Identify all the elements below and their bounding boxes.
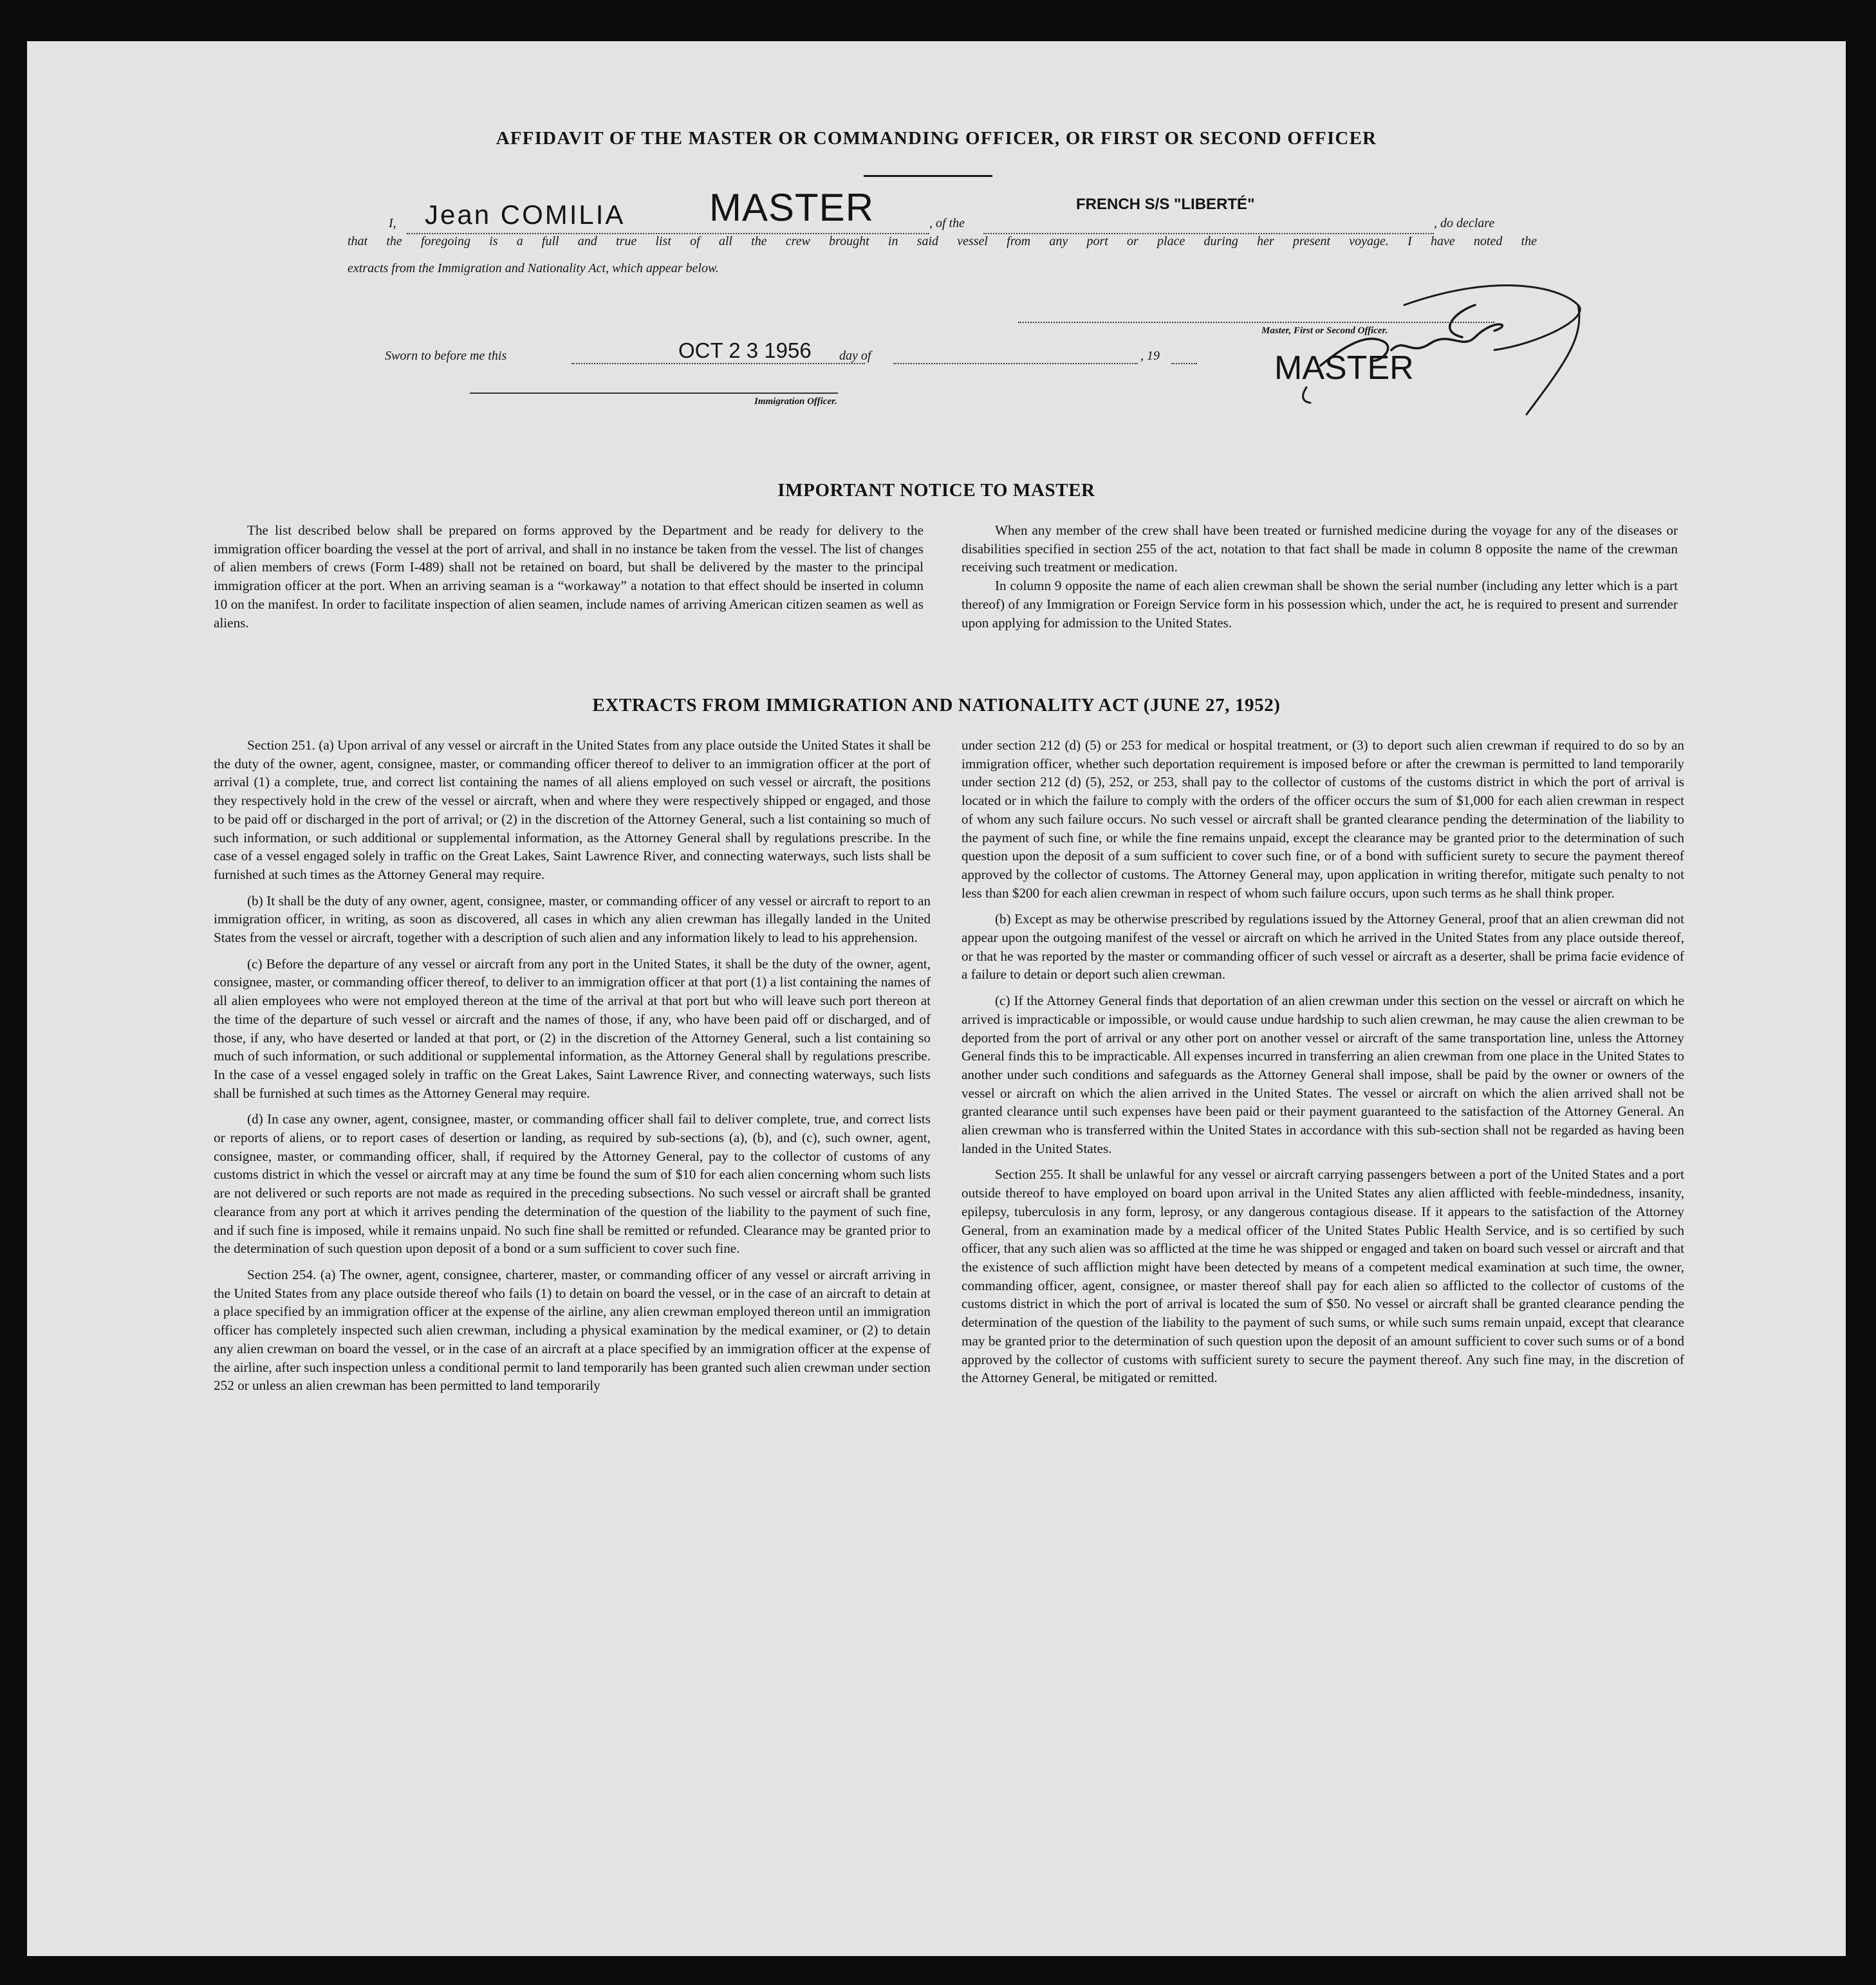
- master-rank-typed: MASTER: [709, 186, 875, 229]
- sworn-date: OCT 2 3 1956: [678, 338, 812, 362]
- signer-label: Master, First or Second Officer.: [1261, 326, 1388, 336]
- signature-mark: [1282, 234, 1617, 414]
- extract-paragraph: under section 212 (d) (5) or 253 for medical or hospital treatment, or (3) to deport such alien crewman if required to do so by an immigration officer, whether such deportation requirement is imposed before or after the crewman is permitted to land temporarily under section 212 (d) (5), 252, or 253, shall pay to the collector of customs of the customs district in which the port of arrival is located or in which the failure to comply with the orders of the officer occurs the sum of $1,000 for each alien crewman in respect of whom any such failure occurs. No such vessel or aircraft shall be granted clearance pending the determination of the liability to the payment of such fine, or while the fine remains unpaid, except the clearance may be granted prior to the determination of such question upon the deposit of a sum sufficient to cover such fine, or of a bond with sufficient surety to secure the payment thereof approved by the collector of customs. The Attorney General may, upon application in writing therefor, mitigate such penalty to not less than $200 for each alien crewman in respect of whom such failure occurs, upon such terms as he shall think proper.: [961, 737, 1684, 901]
- extracts-heading: EXTRACTS FROM IMMIGRATION AND NATIONALITY ACT (JUNE 27, 1952): [592, 695, 1281, 716]
- signer-title-typed: MASTER: [1274, 349, 1414, 387]
- title-divider: [864, 175, 992, 177]
- day-of-label: day of: [839, 349, 871, 363]
- month-line: [893, 363, 1138, 364]
- sworn-date-line: [571, 363, 865, 364]
- do-declare-label: , do declare: [1434, 216, 1495, 230]
- of-the-label: , of the: [929, 216, 965, 230]
- statement-line-1: that the foregoing is a full and true list of all the crew brought in said vessel from any port or place during her present voyage. I have noted the: [348, 234, 1537, 248]
- extract-paragraph: (c) Before the departure of any vessel or aircraft from any port in the United States, it shall be the duty of the owner, agent, consignee, master, or commanding officer thereof, to deliver to an immigration officer at that port (1) a list containing the names of all alien employees who were not employed thereon at the time of the arrival at that port but who will leave such port thereon at the time of the departure of such vessel or aircraft and the names of those, if any, who have been paid off or discharged, and of those, if any, who have deserted or landed at that port, or (2) in the discretion of the Attorney General, such a list containing so much of such information, or such additional or supplemental information, as the Attorney General shall by regulations prescribe. In the case of a vessel engaged solely in traffic on the Great Lakes, Saint Lawrence River, and connecting waterways, such lists shall be furnished at such times as the Attorney General may require.: [214, 956, 931, 1101]
- vessel-name: FRENCH S/S "LIBERTÉ": [1076, 196, 1255, 213]
- sworn-label: Sworn to before me this: [385, 349, 507, 363]
- extract-paragraph: (c) If the Attorney General finds that deportation of an alien crewman under this section on the vessel or aircraft on which he arrived is impracticable or impossible, or would cause undue hardship to such alien crewman, he may cause the alien crewman to be deported from the port of arrival or any other port on another vessel or aircraft of the same transportation line, unless the Attorney General finds this to be impracticable. All expenses incurred in transferring an alien crewman from one place in the United States to another under such conditions and safeguards as the Attorney General shall impose, shall be paid by the owner or owners of the vessel or aircraft on which the alien arrived in the United States. The vessel or aircraft on which the alien arrived shall not be granted clearance until such expenses have been paid or their payment guaranteed to the satisfaction of the Attorney General. An alien crewman who is transferred within the United States in accordance with this sub-section shall not be regarded as having been landed in the United States.: [961, 993, 1684, 1156]
- extract-paragraph: (d) In case any owner, agent, consignee, master, or commanding officer shall fail to deliver complete, true, and correct lists or reports of aliens, or to report cases of desertion or landing, as required by sub-sections (a), (b), and (c), such owner, agent, consignee, master, or commanding officer, shall, if required by the Attorney General, pay to the collector of customs of any customs district in which the vessel or aircraft may at any time be found the sum of $10 for each alien concerning whom such lists are not delivered or such reports are not made as required in the preceding subsections. No such vessel or aircraft shall be granted clearance from any port at which it arrives pending the determination of the question of the liability to the payment of such fine, and if such fine is imposed, while it remains unpaid. No such fine shall be remitted or refunded. Clearance may be granted prior to the determination of such question upon deposit of a bond or a sum sufficient to cover such fine.: [214, 1111, 931, 1257]
- extract-paragraph: Section 254. (a) The owner, agent, consignee, charterer, master, or commanding officer of any vessel or aircraft arriving in the United States from any place outside thereof who fails (1) to detain on board the vessel, or in the case of an aircraft to detain at a place specified by an immigration officer at the expense of the airline, any alien crewman employed thereon until an immigration officer has completely inspected such alien crewman, including a physical examination by the medical examiner, or (2) to detain any alien crewman on board the vessel, or in the case of an aircraft at a place specified by an immigration officer at the expense of the airline, after such inspection unless a conditional permit to land temporarily has been granted such alien crewman under section 252 or unless an alien crewman has been permitted to land temporarily: [214, 1266, 931, 1394]
- statement-line-2: extracts from the Immigration and Nationality Act, which appear below.: [348, 261, 719, 275]
- immigration-officer-label: Immigration Officer.: [754, 396, 837, 407]
- affidavit-title: AFFIDAVIT OF THE MASTER OR COMMANDING OFFICER, OR FIRST OR SECOND OFFICER: [496, 128, 1377, 149]
- immigration-officer-line: [470, 392, 838, 394]
- notice-left-paragraph: The list described below shall be prepared on forms approved by the Department and be ready for delivery to the immigration officer boarding the vessel at the port of arrival, and shall in no instance be taken from the vessel. The list of changes of alien members of crews (Form I-489) shall not be retained on board, but shall be delivered by the master to the principal immigration officer at the port. When an arriving seaman is a “workaway” a notation to that effect should be inserted in column 10 on the manifest. In order to facilitate inspection of alien seamen, include names of arriving American citizen seamen as well as aliens.: [214, 522, 924, 631]
- notice-heading: IMPORTANT NOTICE TO MASTER: [777, 480, 1095, 501]
- master-name: Jean COMILIA: [425, 199, 626, 230]
- extract-paragraph: (b) It shall be the duty of any owner, agent, consignee, master, or commanding officer of any vessel or aircraft to report to an immigration officer, in writing, as soon as discovered, all cases in which any alien crewman has illegally landed in the United States from the vessel or aircraft, together with a description of such alien and any information likely to lead to his apprehension.: [214, 892, 931, 946]
- i-label: I,: [389, 216, 396, 230]
- notice-left-column: [214, 521, 924, 632]
- extracts-left-column: [214, 736, 931, 1395]
- year-prefix: , 19: [1140, 349, 1160, 363]
- extract-paragraph: (b) Except as may be otherwise prescribed by regulations issued by the Attorney General, proof that an alien crewman did not appear upon the outgoing manifest of the vessel or aircraft on which he arrived in the United States from any place outside thereof, or that he was reported by the master or commanding officer of such vessel or aircraft as a deserter, shall be prima facie evidence of a failure to detain or deport such alien crewman.: [961, 911, 1684, 983]
- signature-line: [1018, 322, 1494, 323]
- extract-paragraph: Section 255. It shall be unlawful for any vessel or aircraft carrying passengers between a port of the United States and a port outside thereof to have employed on board upon arrival in the United States any alien afflicted with feeble-mindedness, insanity, epilepsy, tuberculosis in any form, leprosy, or any dangerous contagious disease. If it appears to the satisfaction of the Attorney General, from an examination made by a medical officer of the United States Public Health Service, and is so certified by such officer, that any such alien was so afflicted at the time he was shipped or engaged and taken on board such vessel or aircraft and that the existence of such affliction might have been detected by means of a competent medical examination at such time, the owner, commanding officer, agent, consignee, or master thereof shall pay for each alien so afflicted to the collector of customs of the customs district in which the port of arrival is located the sum of $50. No vessel or aircraft shall be granted clearance pending the determination of the question of the liability to the payment of such sums, or while such sums remain unpaid, except that clearance may be granted prior to the determination of such question upon the deposit of an amount sufficient to cover such sums or of a bond approved by the collector of customs with sufficient surety to secure the payment thereof. Any such fine may, in the discretion of the Attorney General, be mitigated or remitted.: [961, 1167, 1684, 1386]
- notice-right-paragraph-1: When any member of the crew shall have been treated or furnished medicine during the voyage for any of the diseases or disabilities specified in section 255 of the act, notation to that fact shall be made in column 8 opposite the name of the crewman receiving such treatment or medication.: [961, 522, 1678, 575]
- extract-paragraph: Section 251. (a) Upon arrival of any vessel or aircraft in the United States from any place outside the United States it shall be the duty of the owner, agent, consignee, master, or commanding officer thereof to deliver to an immigration officer at the port of arrival (1) a complete, true, and correct list containing the names of all aliens employed on such vessel or aircraft, the positions they respectively hold in the crew of the vessel or aircraft, when and where they were respectively shipped or engaged, and those to be paid off or discharged in the port of arrival; or (2) in the discretion of the Attorney General, such a list containing so much of such information, or such additional or supplemental information, as the Attorney General shall by regulations prescribe. In the case of a vessel engaged solely in traffic on the Great Lakes, Saint Lawrence River, and connecting waterways, such lists shall be furnished at such times as the Attorney General may require.: [214, 737, 931, 882]
- extracts-right-column: [961, 736, 1684, 1387]
- document-page: [27, 41, 1846, 1956]
- notice-right-column: [961, 521, 1678, 632]
- year-line: [1171, 363, 1197, 364]
- notice-right-paragraph-2: In column 9 opposite the name of each alien crewman shall be shown the serial number (including any letter which is a part thereof) of any Immigration or Foreign Service form in his possession which, under the act, he is required to present and surrender upon applying for admission to the United States.: [961, 578, 1678, 631]
